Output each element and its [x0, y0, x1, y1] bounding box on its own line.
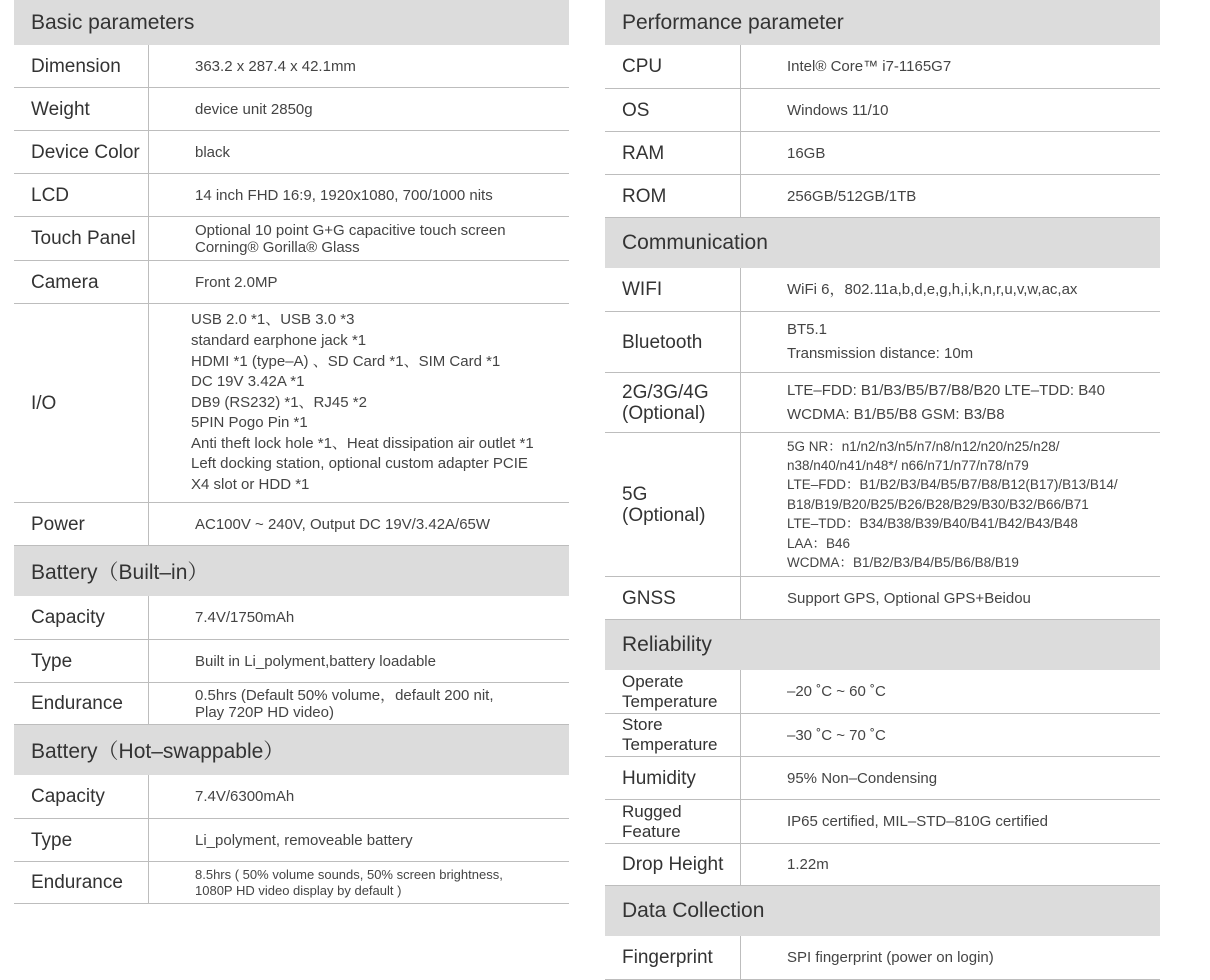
spec-label: Drop Height — [605, 844, 741, 885]
spec-value — [741, 312, 1160, 372]
spec-value-line: n38/n40/n41/n48*/ n66/n71/n77/n78/n79 — [787, 457, 1029, 473]
section-header-reliability: Reliability — [605, 620, 1160, 670]
spec-value — [741, 936, 1160, 979]
spec-row-gnss — [605, 577, 1160, 620]
spec-label — [605, 433, 741, 576]
spec-row-power — [14, 503, 569, 546]
spec-row-5g-optional — [605, 433, 1160, 577]
spec-value — [149, 261, 569, 303]
spec-label-line: Temperature — [622, 735, 718, 754]
left-spec-column — [14, 0, 569, 904]
spec-row-lcd — [14, 174, 569, 217]
spec-value-line: 7.4V/6300mAh — [195, 788, 295, 805]
spec-value-line: 14 inch FHD 16:9, 1920x1080, 700/1000 nits — [195, 186, 493, 204]
spec-value-line: black — [195, 143, 231, 161]
spec-label: Bluetooth — [605, 312, 741, 372]
spec-row-dimension — [14, 45, 569, 88]
spec-row-type — [14, 819, 569, 862]
spec-row-operate-temperature — [605, 670, 1160, 714]
spec-label-line: Store — [622, 715, 663, 734]
spec-label — [605, 670, 741, 713]
spec-row-weight — [14, 88, 569, 131]
spec-label: OS — [605, 89, 741, 131]
section-header-performance-parameter: Performance parameter — [605, 0, 1160, 45]
spec-value — [741, 433, 1160, 576]
spec-value-line: USB 2.0 *1、USB 3.0 *3 — [191, 311, 355, 329]
spec-label-line: (Optional) — [622, 402, 706, 424]
spec-label: Capacity — [14, 775, 149, 818]
spec-value-line: Transmission distance: 10m — [787, 345, 974, 362]
spec-value-line: –30 ˚C ~ 70 ˚C — [787, 726, 886, 744]
spec-value-line: AC100V ~ 240V, Output DC 19V/3.42A/65W — [195, 515, 491, 533]
spec-label: Endurance — [14, 683, 149, 724]
spec-value — [741, 670, 1160, 713]
spec-row-capacity — [14, 775, 569, 819]
spec-value — [149, 862, 569, 903]
spec-label-line: (Optional) — [622, 504, 706, 526]
spec-value-line: standard earphone jack *1 — [191, 331, 367, 349]
spec-value-line: 1080P HD video display by default ) — [195, 882, 402, 898]
spec-row-touch-panel — [14, 217, 569, 261]
spec-value — [149, 217, 569, 260]
spec-value-line: Corning® Gorilla® Glass — [195, 238, 360, 256]
spec-value — [741, 757, 1160, 799]
spec-label — [605, 373, 741, 432]
section-header-communication: Communication — [605, 218, 1160, 268]
spec-label: Power — [14, 503, 149, 545]
spec-value-line: Play 720P HD video) — [195, 703, 334, 721]
spec-value-line: LTE–FDD：B1/B2/B3/B4/B5/B7/B8/B12(B17)/B13/B14/ — [787, 477, 1118, 493]
spec-label-line: 5G — [622, 483, 648, 505]
spec-row-camera — [14, 261, 569, 304]
spec-value-line: device unit 2850g — [195, 100, 313, 118]
spec-label: Touch Panel — [14, 217, 149, 260]
spec-value — [741, 175, 1160, 217]
spec-value — [149, 596, 569, 639]
spec-label — [605, 714, 741, 756]
spec-value-line: DB9 (RS232) *1、RJ45 *2 — [191, 393, 367, 411]
spec-value-line: Windows 11/10 — [787, 101, 889, 119]
spec-row-rom — [605, 175, 1160, 218]
section-header-data-collection: Data Collection — [605, 886, 1160, 936]
spec-row-i-o — [14, 304, 569, 503]
spec-value — [741, 577, 1160, 619]
spec-row-store-temperature — [605, 714, 1160, 757]
spec-row-rugged-feature — [605, 800, 1160, 844]
spec-row-endurance — [14, 862, 569, 904]
spec-value-line: DC 19V 3.42A *1 — [191, 373, 305, 391]
spec-value — [149, 775, 569, 818]
spec-label: Weight — [14, 88, 149, 130]
spec-value — [149, 640, 569, 682]
spec-row-device-color — [14, 131, 569, 174]
spec-value-line: 1.22m — [787, 856, 829, 873]
spec-value-line: Left docking station, optional custom adapter PCIE — [191, 455, 528, 473]
spec-value-line: HDMI *1 (type–A) 、SD Card *1、SIM Card *1 — [191, 352, 501, 370]
spec-label: LCD — [14, 174, 149, 216]
spec-row-ram — [605, 132, 1160, 175]
spec-value — [149, 45, 569, 87]
section-header-battery-built-in: Battery（Built–in） — [14, 546, 569, 596]
spec-row-drop-height — [605, 844, 1160, 886]
spec-value — [741, 268, 1160, 311]
spec-value — [149, 131, 569, 173]
spec-row-endurance — [14, 683, 569, 725]
spec-value-line: –20 ˚C ~ 60 ˚C — [787, 683, 886, 700]
spec-value-line: Optional 10 point G+G capacitive touch screen — [195, 221, 506, 239]
spec-row-type — [14, 640, 569, 683]
spec-label: CPU — [605, 45, 741, 88]
spec-label: Type — [14, 640, 149, 682]
spec-value — [149, 503, 569, 545]
spec-row-humidity — [605, 757, 1160, 800]
spec-label: Type — [14, 819, 149, 861]
spec-value-line: Front 2.0MP — [195, 273, 278, 291]
spec-label: GNSS — [605, 577, 741, 619]
spec-value — [149, 819, 569, 861]
spec-label-line: Operate — [622, 671, 684, 691]
spec-value-line: Built in Li_polyment,battery loadable — [195, 652, 436, 670]
spec-label-line: 2G/3G/4G — [622, 381, 709, 403]
spec-value — [741, 373, 1160, 432]
spec-value-line: B18/B19/B20/B25/B26/B28/B29/B30/B32/B66/B71 — [787, 496, 1089, 512]
spec-value-line: X4 slot or HDD *1 — [191, 476, 310, 494]
section-header-basic-parameters: Basic parameters — [14, 0, 569, 45]
spec-value-line: 5PIN Pogo Pin *1 — [191, 414, 308, 432]
spec-label: WIFI — [605, 268, 741, 311]
spec-value — [741, 844, 1160, 885]
spec-value — [741, 45, 1160, 88]
spec-value-line: 363.2 x 287.4 x 42.1mm — [195, 57, 356, 75]
spec-label — [605, 800, 741, 843]
spec-row-os — [605, 89, 1160, 132]
spec-value-line: Li_polyment, removeable battery — [195, 831, 413, 849]
spec-value-line: 256GB/512GB/1TB — [787, 187, 917, 205]
spec-value-line: IP65 certified, MIL–STD–810G certified — [787, 813, 1048, 830]
spec-value — [149, 174, 569, 216]
spec-value — [149, 304, 569, 502]
spec-label: Fingerprint — [605, 936, 741, 979]
spec-value-line: LTE–FDD: B1/B3/B5/B7/B8/B20 LTE–TDD: B40 — [787, 381, 1105, 399]
spec-label-line: Rugged — [622, 801, 682, 821]
spec-value-line: WCDMA：B1/B2/B3/B4/B5/B6/B8/B19 — [787, 555, 1019, 571]
spec-value-line: LAA：B46 — [787, 535, 851, 551]
spec-label: RAM — [605, 132, 741, 174]
spec-value-line: Support GPS, Optional GPS+Beidou — [787, 589, 1031, 607]
spec-value-line: 16GB — [787, 144, 826, 162]
spec-row-cpu — [605, 45, 1160, 89]
right-spec-column — [605, 0, 1160, 980]
spec-value — [741, 800, 1160, 843]
spec-value — [741, 89, 1160, 131]
spec-label: Humidity — [605, 757, 741, 799]
spec-value-line: 0.5hrs (Default 50% volume，default 200 nit, — [195, 686, 494, 704]
spec-label-line: Feature — [622, 821, 681, 841]
spec-value-line: WCDMA: B1/B5/B8 GSM: B3/B8 — [787, 405, 1005, 423]
spec-value-line: 5G NR：n1/n2/n3/n5/n7/n8/n12/n20/n25/n28/ — [787, 438, 1060, 454]
spec-value-line: LTE–TDD：B34/B38/B39/B40/B41/B42/B43/B48 — [787, 516, 1078, 532]
spec-value-line: Anti theft lock hole *1、Heat dissipation air outlet *1 — [191, 434, 534, 452]
spec-label: Capacity — [14, 596, 149, 639]
spec-value-line: 95% Non–Condensing — [787, 769, 938, 787]
spec-value-line: BT5.1 — [787, 321, 828, 338]
spec-label: Device Color — [14, 131, 149, 173]
spec-label-line: Temperature — [622, 691, 718, 711]
spec-value-line: 7.4V/1750mAh — [195, 609, 295, 626]
spec-label: Endurance — [14, 862, 149, 903]
spec-value-line: SPI fingerprint (power on login) — [787, 949, 994, 966]
spec-value — [741, 132, 1160, 174]
spec-row-fingerprint — [605, 936, 1160, 980]
spec-label: Dimension — [14, 45, 149, 87]
spec-row-capacity — [14, 596, 569, 640]
spec-row-2g-3g-4g-optional — [605, 373, 1160, 433]
spec-row-bluetooth — [605, 312, 1160, 373]
spec-value-line: WiFi 6，802.11a,b,d,e,g,h,i,k,n,r,u,v,w,ac,ax — [787, 281, 1078, 298]
spec-row-wifi — [605, 268, 1160, 312]
spec-label: Camera — [14, 261, 149, 303]
spec-label: I/O — [14, 304, 149, 502]
spec-value — [149, 683, 569, 724]
section-header-battery-hot-swappable: Battery（Hot–swappable） — [14, 725, 569, 775]
spec-value — [741, 714, 1160, 756]
spec-label: ROM — [605, 175, 741, 217]
spec-value-line: 8.5hrs ( 50% volume sounds, 50% screen brightness, — [195, 866, 503, 882]
spec-value — [149, 88, 569, 130]
spec-value-line: Intel® Core™ i7-1165G7 — [787, 58, 952, 75]
